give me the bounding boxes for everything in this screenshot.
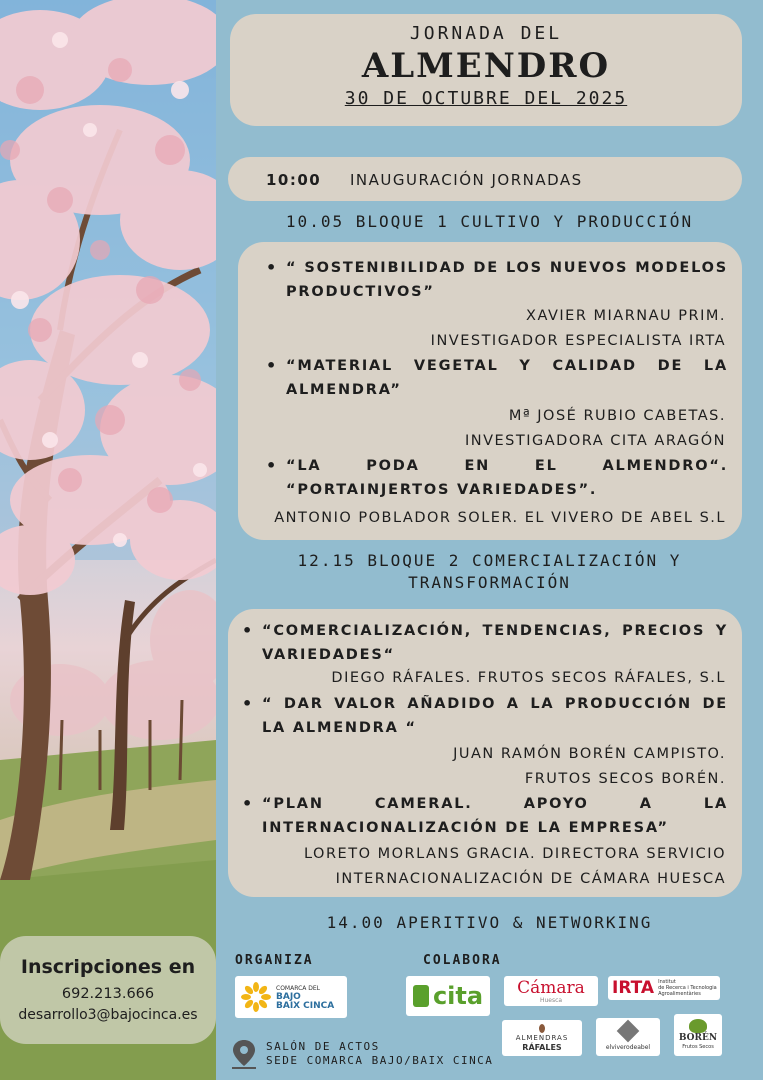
aperitivo-line: 14.00 APERITIVO & NETWORKING — [326, 913, 653, 932]
registration-box — [0, 936, 216, 1044]
boren-logo-text: BORÉN — [678, 1032, 718, 1043]
rafales-logo-line1: ALMENDRAS — [515, 1034, 569, 1042]
rafales-logo — [502, 1020, 582, 1056]
comarca-logo-line3: BAIX — [276, 1000, 301, 1011]
vivero-diamond-icon — [617, 1019, 640, 1042]
block2-talk2-speaker-name: JUAN RAMÓN BORÉN CAMPISTO. — [453, 746, 726, 762]
block2-talk1-title: • “COMERCIALIZACIÓN, TENDENCIAS, PRECIOS Y VARIEDADES“ — [262, 619, 728, 667]
location-line1: SALÓN DE ACTOS — [266, 1040, 380, 1053]
registration-title: Inscripciones en — [20, 956, 196, 978]
block1-talk1-title: • “ SOSTENIBILIDAD DE LOS NUEVOS MODELOS PRODUCTIVOS” — [286, 256, 728, 304]
rafales-logo-line2: RÁFALES — [522, 1043, 562, 1052]
boren-logo — [674, 1014, 722, 1056]
registration-email[interactable]: desarrollo3@bajocinca.es — [18, 1007, 198, 1023]
block1-talk3-speaker: ANTONIO POBLADOR SOLER. EL VIVERO DE ABEL S.L — [274, 510, 726, 526]
comarca-logo-line4: CINCA — [303, 1000, 335, 1011]
sun-flower-icon — [241, 982, 271, 1012]
colabora-label: COLABORA — [423, 953, 502, 968]
comarca-logo-line1: COMARCA DEL — [276, 984, 321, 992]
block2-talk2-title: • “ DAR VALOR AÑADIDO A LA PRODUCCIÓN DE LA ALMENDRA “ — [262, 692, 728, 740]
organiza-label: ORGANIZA — [235, 953, 314, 968]
cita-logo — [406, 976, 490, 1016]
location-line2: SEDE COMARCA BAJO/BAIX CINCA — [266, 1054, 494, 1067]
comarca-logo — [235, 976, 347, 1018]
block1-talk2-title: • “MATERIAL VEGETAL Y CALIDAD DE LA ALMENDRA” — [286, 354, 728, 402]
irta-logo-sub3: Agroalimentàries — [658, 991, 701, 997]
irta-logo-sub1: Institut — [658, 979, 676, 985]
program-panel — [216, 0, 763, 1080]
cita-leaf-icon — [413, 985, 429, 1007]
block1-title: 10.05 BLOQUE 1 CULTIVO Y PRODUCCIÓN — [285, 212, 694, 231]
header-box — [230, 14, 742, 126]
vivero-logo-text: elviverodeabel — [605, 1043, 651, 1051]
block2-talk3-speaker-name: LORETO MORLANS GRACIA. DIRECTORA SERVICIO — [304, 846, 726, 862]
block2-title-line1: 12.15 BLOQUE 2 COMERCIALIZACIÓN Y — [297, 551, 682, 570]
almond-trees-drawing — [0, 0, 216, 1080]
block2-talk3-title: • “PLAN CAMERAL. APOYO A LA INTERNACIONALIZACIÓN DE LA EMPRESA” — [262, 792, 728, 840]
header-title: ALMENDRO — [361, 46, 611, 86]
tree-icon — [689, 1019, 707, 1033]
block2-talk1-speaker: DIEGO RÁFALES. FRUTOS SECOS RÁFALES, S.L — [331, 670, 726, 686]
comarca-logo-line2: BAJO — [276, 991, 301, 1002]
header-line1: JORNADA DEL — [409, 23, 563, 44]
header-date: 30 DE OCTUBRE DEL 2025 — [344, 88, 628, 109]
boren-logo-sub: Frutos Secos — [682, 1043, 714, 1050]
inauguration-text: INAUGURACIÓN JORNADAS — [350, 171, 583, 189]
registration-phone[interactable]: 692.213.666 — [61, 986, 155, 1002]
block2-title-line2: TRANSFORMACIÓN — [408, 573, 571, 592]
irta-logo — [608, 976, 720, 1000]
almond-trees-illustration — [0, 0, 216, 1080]
cita-logo-text: cita — [432, 982, 484, 1010]
block2-box — [228, 609, 742, 897]
irta-logo-sub2: de Recerca i Tecnologia — [658, 985, 717, 991]
camara-logo-sub: Huesca — [539, 996, 563, 1004]
block1-box — [238, 242, 742, 540]
inauguration-time: 10:00 — [266, 171, 322, 189]
location-pin — [230, 1038, 258, 1074]
camara-logo-text: Cámara — [517, 977, 585, 998]
camara-logo — [504, 976, 598, 1006]
irta-logo-text: IRTA — [612, 978, 655, 998]
block1-talk2-speaker-role: INVESTIGADORA CITA ARAGÓN — [464, 433, 726, 449]
block1-talk1-speaker-role: INVESTIGADOR ESPECIALISTA IRTA — [430, 333, 726, 349]
location-text — [266, 1040, 493, 1068]
almond-icon — [539, 1024, 545, 1033]
block1-talk2-speaker-name: Mª JOSÉ RUBIO CABETAS. — [508, 408, 726, 424]
vivero-logo — [596, 1018, 660, 1056]
location-pin-icon — [230, 1038, 258, 1070]
inauguration-box — [228, 157, 742, 201]
block2-talk2-speaker-org: FRUTOS SECOS BORÉN. — [524, 771, 726, 787]
block2-talk3-speaker-role: INTERNACIONALIZACIÓN DE CÁMARA HUESCA — [335, 871, 726, 887]
block1-talk1-speaker-name: XAVIER MIARNAU PRIM. — [526, 308, 726, 324]
block1-talk3-title: • “LA PODA EN EL ALMENDRO“. “PORTAINJERTOS VARIEDADES”. — [286, 454, 728, 502]
